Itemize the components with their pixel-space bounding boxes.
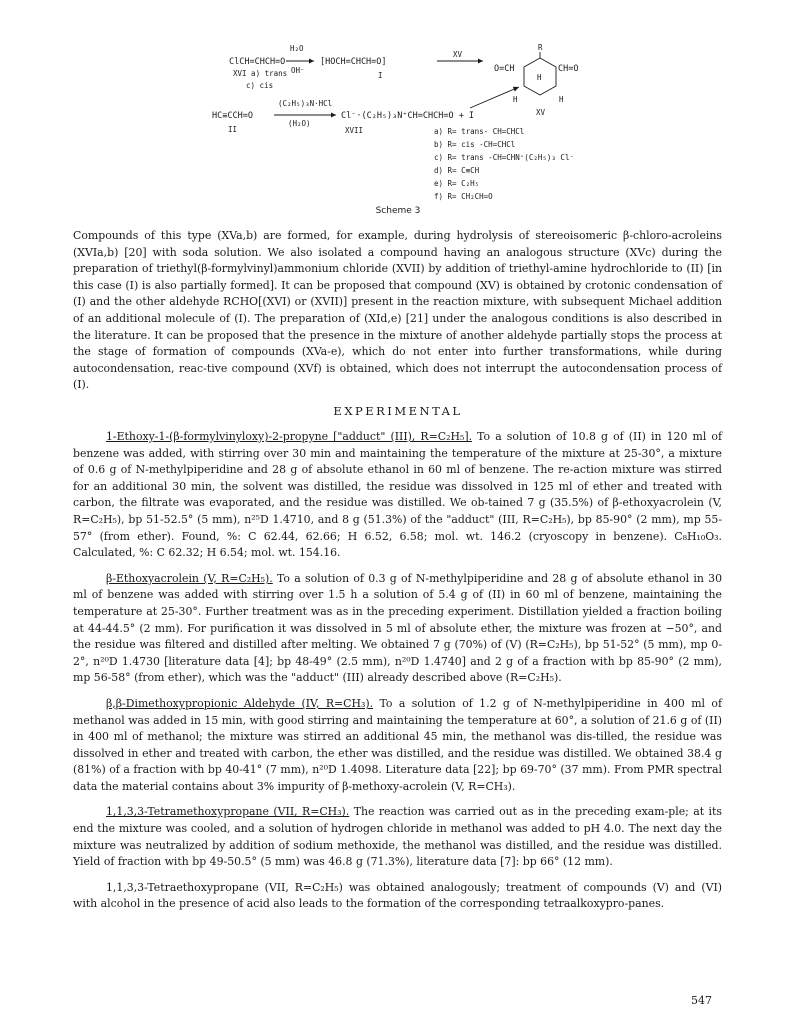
ring-formyl-left: O=CH: [494, 64, 515, 74]
ring-h-right: H: [559, 95, 564, 104]
scheme-diagram: [0, 40, 796, 220]
substituent-c: c) R= trans -CH=CHN⁺(C₂H₅)₃ Cl⁻: [434, 153, 574, 162]
reagent-triethylamine: (C₂H₅)₃N·HCl: [278, 99, 333, 108]
compound-ii: HC≡CCH=O: [212, 111, 253, 121]
paragraph-title: 1-Ethoxy-1-(β-formylvinyloxy)-2-propyne ["adduct" (III), R=C₂H₅].: [106, 430, 473, 443]
paragraph-ethoxyacrolein: [73, 571, 722, 687]
reaction-scheme: [0, 40, 796, 220]
ring-substituent-r: R: [538, 43, 543, 52]
scheme-caption: Scheme 3: [375, 206, 421, 216]
intermediate-number: I: [378, 71, 383, 80]
label-xvi-trans: XVI a) trans: [233, 69, 288, 78]
paragraph-adduct: [73, 429, 722, 562]
arrowhead-1: [309, 59, 314, 64]
substituent-a: a) R= trans- CH=CHCl: [434, 127, 525, 136]
paragraph-text: To a solution of 1.2 g of N-methylpiperidine in 400 ml of methanol was added in 15 min, with good stirring and maintaining the temperature at 60°, a solution of 21.6 g of (II) in 400 ml of methanol; the mixture was stirred an additional 45 min, the methanol was dis-tilled, the residue was dissolved in ether and treated with carbon, the ether was distilled, and the residue was distilled. We obtained 38.4 g (81%) of a fraction with bp 40-41° (7 mm), n²⁰D 1.4098. Literature data [22]; bp 69-70° (37 mm). From PMR spectral data the material contains about 3% impurity of β-methoxy-acrolein (V, R=CH₃).: [73, 696, 722, 793]
ring-formyl-right: CH=O: [558, 64, 579, 74]
paragraph-title: β,β-Dimethoxypropionic Aldehyde (IV, R=CH₃).: [106, 696, 374, 710]
arrow-label-xv: XV: [453, 50, 463, 59]
substituent-f: f) R= CH₂CH=O: [434, 192, 493, 201]
reaction-arrow-4: [470, 87, 519, 108]
substituent-e: e) R= C₂H₅: [434, 179, 480, 188]
experimental-body: [73, 429, 722, 913]
label-xvi-cis: c) cis: [246, 81, 274, 90]
paragraph-tetramethoxypropane: [73, 804, 722, 870]
ring-h-left: H: [513, 95, 518, 104]
substituent-b: b) R= cis -CH=CHCl: [434, 140, 516, 149]
paragraph-title: β-Ethoxyacrolein (V, R=C₂H₅).: [106, 571, 273, 585]
ring-compound-number: XV: [536, 108, 546, 117]
paragraph-title: 1,1,3,3-Tetramethoxypropane (VII, R=CH₃).: [106, 805, 350, 819]
paragraph-dimethoxypropionic: [73, 696, 722, 796]
arrowhead-3: [331, 113, 336, 118]
paragraph-tetraethoxypropane: 1,1,3,3-Tetraethoxypropane (VII, R=C₂H₅) was obtained analogously; treatment of compounds (V) and (VI) with alcohol in the presence of acid also leads to the formation of the corresponding tetraalkoxypro-panes.: [73, 880, 722, 911]
section-heading-experimental: EXPERIMENTAL: [333, 404, 463, 418]
paragraph-text: To a solution of 10.8 g of (II) in 120 ml of benzene was added, with stirring over 30 min and maintaining the temperature of the mixture at 25-30°, a mixture of 0.6 g of N-methylpiperidine and 28 g of absolute ethanol in 60 ml of benzene. The re-action mixture was stirred for an additional 30 min, the solvent was distilled, the residue was dissolved in 125 ml of ether and treated with carbon, the filtrate was evaporated, and the residue was distilled. We ob-tained 7 g (35.5%) of β-ethoxyacrolein (V, R=C₂H₅), bp 51-52.5° (5 mm), n²⁵D 1.4710, and 8 g (51.3%) of the "adduct" (III, R=C₂H₅), bp 85-90° (2 mm), mp 55-57° (from ether). Found, %: C 62.44, 62.66; H 6.52, 6.58; mol. wt. 146.2 (cryoscopy in benzene). C₈H₁₀O₃. Calculated, %: C 62.32; H 6.54; mol. wt. 154.16.: [73, 430, 722, 560]
intro-paragraph: Compounds of this type (XVa,b) are formed, for example, during hydrolysis of stereoisomeric β-chloro-acroleins (XVIa,b) [20] with soda solution. We also isolated a compound having an analogous structure (XVc) during the preparation of triethyl(β-formylvinyl)ammonium chloride (XVII) by addition of triethyl-amine hydrochloride to (II) [in this case (I) is also partially formed]. It can be proposed that compound (XV) is obtained by crotonic condensation of (I) and the other aldehyde RCHO[(XVI) or (XVII)] present in the reaction mixture, with subsequent Michael addition of an additional molecule of (I). The preparation of (XId,e) [21] under the analogous conditions is also described in the literature. It can be proposed that the presence in the mixture of another aldehyde partially stops the process at the stage of formation of compounds (XVa-e), which do not enter into further transformations, while during autocondensation, reac-tive compound (XVf) is obtained, which does not interrupt the autocondensation process of (I).: [73, 229, 722, 392]
intro-paragraph-block: [73, 228, 722, 394]
arrowhead-2: [478, 59, 483, 64]
reagent-h2o: H₂O: [290, 44, 304, 53]
intermediate-hydroxy: [HOCH=CHCH=O]: [320, 57, 387, 67]
substituent-d: d) R= C≡CH: [434, 166, 480, 175]
ammonium-product: Cl⁻·(C₂H₅)₃N⁺CH=CHCH=O + I: [341, 111, 475, 121]
ring-h-center: H: [537, 73, 542, 82]
reagent-water: (H₂O): [288, 119, 311, 128]
reagent-oh: OH⁻: [291, 66, 305, 75]
paragraph-text: The reaction was carried out as in the preceding exam-ple; at its end the mixture was cooled, and a solution of hydrogen chloride in methanol was added to pH 4.0. The next day the mixture was neutralized by addition of sodium methoxide, the methanol was distilled, and the residue was distilled. Yield of fraction with bp 49-50.5° (5 mm) was 46.8 g (71.3%), literature data [7]: bp 66° (12 mm).: [73, 805, 722, 869]
paragraph-text: To a solution of 0.3 g of N-methylpiperidine and 28 g of absolute ethanol in 30 ml of benzene was added with stirring over 1.5 h a solution of 5.4 g of (II) in 60 ml of benzene, maintaining the temperature at 25-30°. Further treatment was as in the preceding experiment. Distillation yielded a fraction boiling at 44-44.5° (2 mm). For purification it was dissolved in 5 ml of absolute ether, the mixture was frozen at −50°, and the residue was filtered and distilled after melting. We obtained 7 g (70%) of (V) (R=C₂H₅), bp 51-52° (5 mm), mp 0-2°, n²⁰D 1.4730 [literature data [4]; bp 48-49° (2.5 mm), n²⁰D 1.4740] and 2 g of a fraction with bp 85-90° (2 mm), mp 56-58° (from ether), which was the "adduct" (III) already described above (R=C₂H₅).: [73, 571, 722, 685]
product-number: XVII: [345, 126, 364, 135]
page-number: 547: [691, 994, 712, 1007]
compound-xvi: ClCH=CHCH=O: [229, 57, 286, 67]
compound-ii-number: II: [228, 125, 238, 134]
